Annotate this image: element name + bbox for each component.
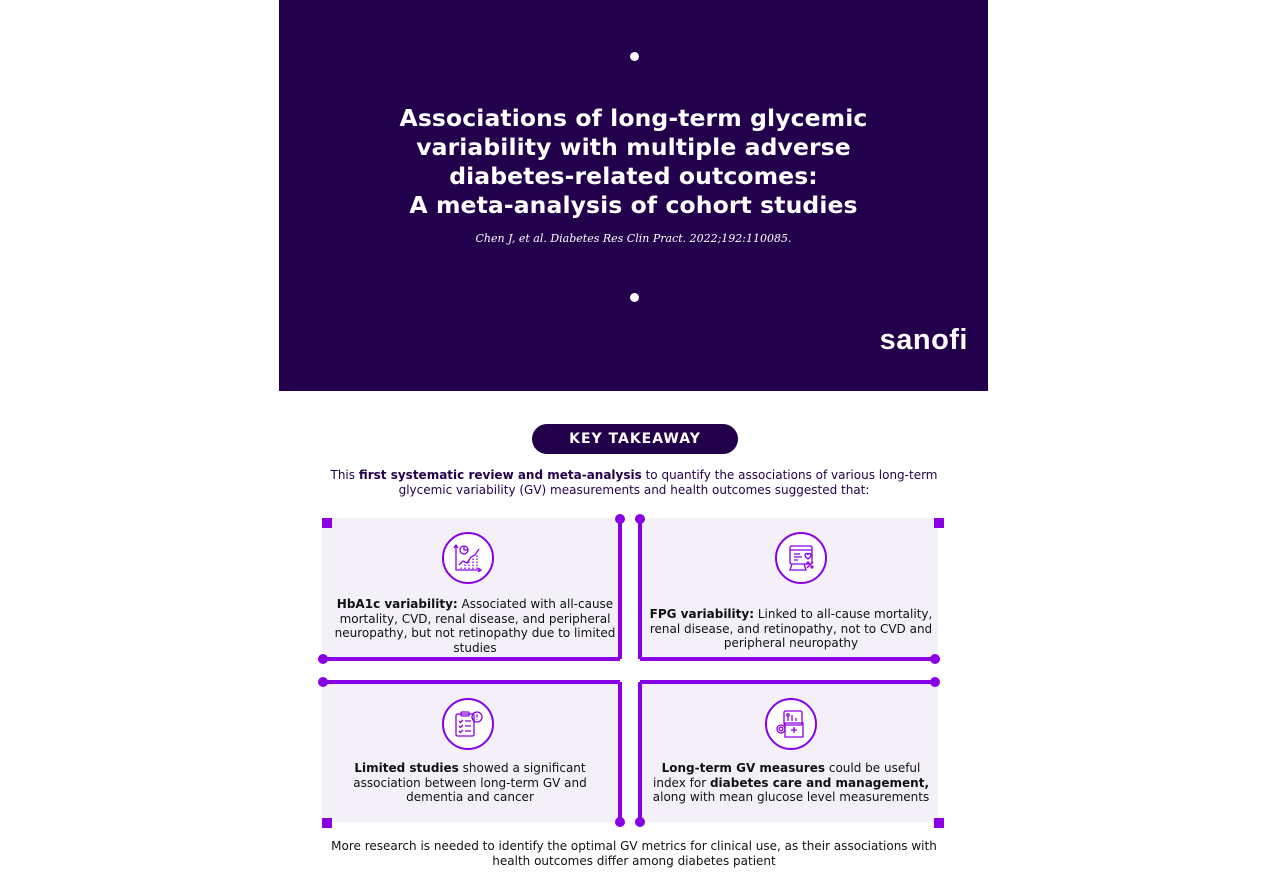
hba1c-label: HbA1c variability: xyxy=(336,597,458,611)
long-term-gv-description: could be useful index for xyxy=(653,761,921,790)
health-folder-icon xyxy=(765,698,817,750)
title-line: variability with multiple adverse xyxy=(416,133,851,161)
monitor-heart-icon xyxy=(775,532,827,584)
hba1c-description: Associated with all-cause mortality, CVD, renal disease, and peripheral neuropathy, but not retinopathy due to limited studies xyxy=(334,597,616,655)
intro-bold: first systematic review and meta-analysis xyxy=(358,468,642,482)
limited-studies-label: Limited studies xyxy=(354,761,459,775)
long-term-gv-description-end: along with mean glucose level measurements xyxy=(652,790,930,804)
title-line: Associations of long-term glycemic xyxy=(399,104,868,132)
long-term-gv-text xyxy=(652,761,930,805)
intro-rest: to quantify the associations of various long-term glycemic variability (GV) measurements and health outcomes suggested that: xyxy=(398,468,938,497)
limited-studies-text xyxy=(336,761,604,805)
chart-growth-icon xyxy=(442,532,494,584)
fpg-label: FPG variability: xyxy=(649,607,755,621)
title-line: A meta-analysis of cohort studies xyxy=(409,191,858,219)
citation: Chen J, et al. Diabetes Res Clin Pract. 2022;192:110085. xyxy=(475,232,792,245)
fpg-text xyxy=(644,607,938,651)
clipboard-alert-icon xyxy=(442,698,494,750)
hba1c-text xyxy=(330,597,620,655)
title-line: diabetes-related outcomes: xyxy=(449,162,818,190)
fpg-description: Linked to all-cause mortality, renal disease, and retinopathy, not to CVD and peripheral neuropathy xyxy=(649,607,933,650)
long-term-gv-label: Long-term GV measures xyxy=(661,761,826,775)
limited-studies-description: showed a significant association between long-term GV and dementia and cancer xyxy=(353,761,587,804)
footer-text: More research is needed to identify the optimal GV metrics for clinical use, as their associations with health outcomes differ among diabetes patient xyxy=(331,839,937,868)
diabetes-care-emphasis: diabetes care and management, xyxy=(709,775,929,790)
intro-prefix: This xyxy=(330,468,359,482)
key-takeaway-badge: KEY TAKEAWAY xyxy=(532,424,738,454)
sanofi-logo: sanofi xyxy=(879,324,968,356)
